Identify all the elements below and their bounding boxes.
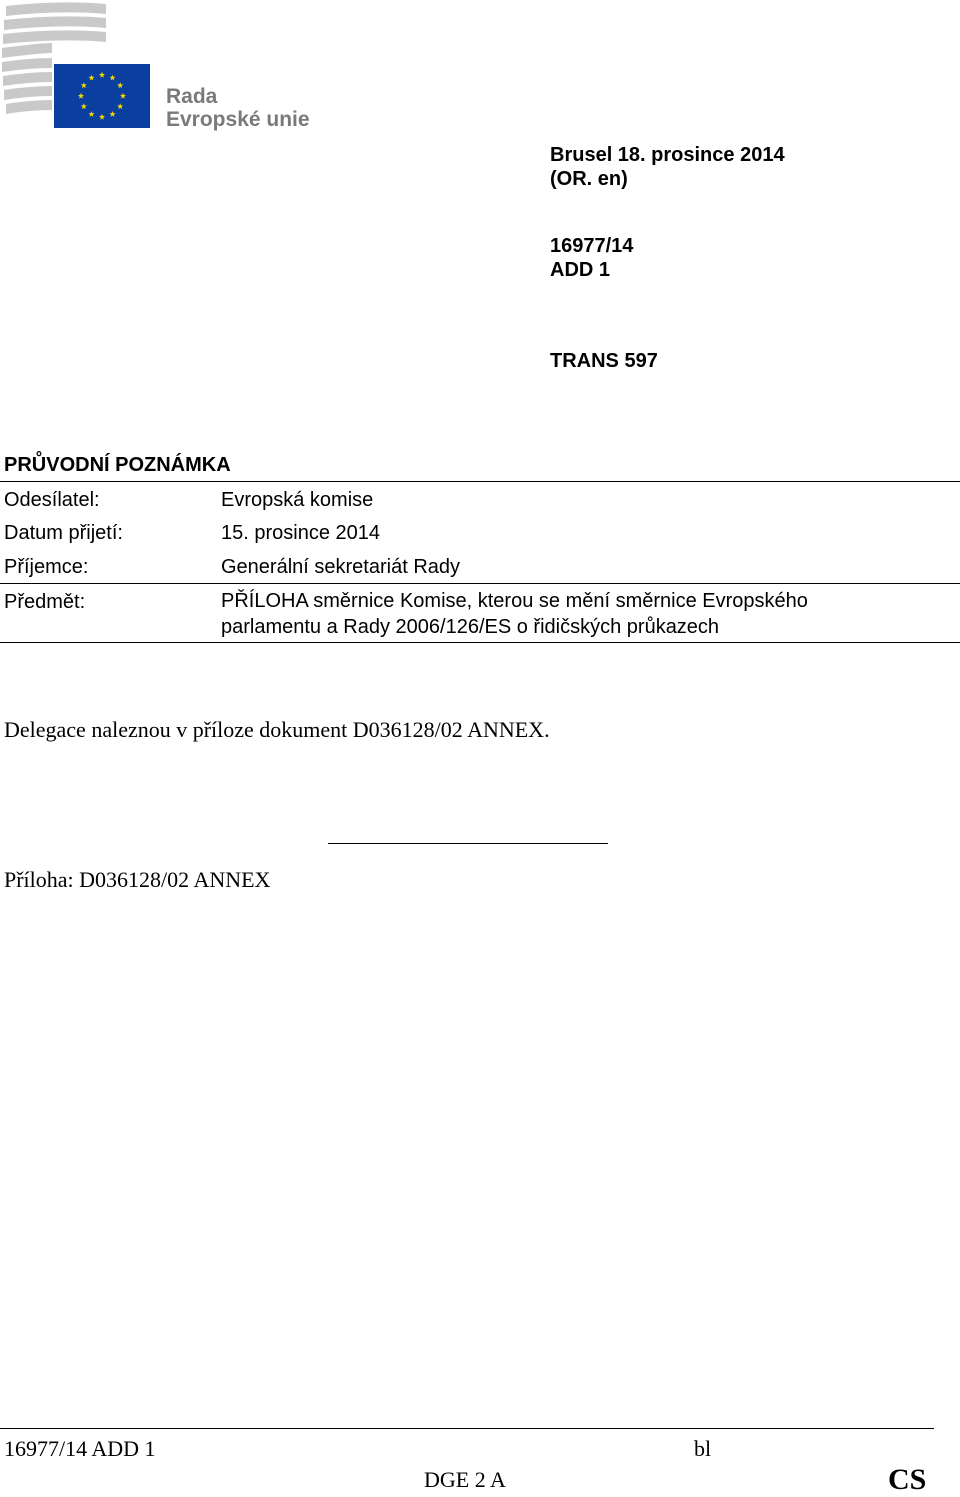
subject-value: PŘÍLOHA směrnice Komise, kterou se mění směrnice Evropského parlamentu a Rady 2006/126/ES o řidičských průkazech bbox=[221, 590, 808, 638]
footer-ref: 16977/14 ADD 1 bbox=[4, 1436, 156, 1461]
document-number: 16977/14 bbox=[550, 235, 634, 257]
council-logo bbox=[0, 0, 160, 135]
footer-department: DGE 2 A bbox=[424, 1467, 506, 1492]
footer-language: CS bbox=[888, 1463, 927, 1496]
table-rule-top bbox=[0, 481, 960, 482]
date-received-value: 15. prosince 2014 bbox=[221, 522, 381, 544]
table-rule-mid bbox=[0, 583, 960, 584]
addendum-number: ADD 1 bbox=[550, 259, 611, 281]
trans-code: TRANS 597 bbox=[550, 350, 658, 372]
original-language: (OR. en) bbox=[550, 168, 628, 190]
table-rule-bottom bbox=[0, 642, 960, 643]
annex-text: Příloha: D036128/02 ANNEX bbox=[4, 867, 271, 892]
sender-value: Evropská komise bbox=[221, 489, 374, 511]
footer-initials: bl bbox=[694, 1436, 712, 1461]
place-date: Brusel 18. prosince 2014 bbox=[550, 144, 785, 166]
org-name-line1: Rada bbox=[166, 85, 218, 108]
org-name-line2: Evropské unie bbox=[166, 108, 310, 131]
separator-line bbox=[328, 843, 608, 844]
date-received-label: Datum přijetí: bbox=[4, 522, 123, 544]
recipient-value: Generální sekretariát Rady bbox=[221, 556, 461, 578]
note-title: PRŮVODNÍ POZNÁMKA bbox=[4, 454, 231, 476]
recipient-label: Příjemce: bbox=[4, 556, 89, 578]
sender-label: Odesílatel: bbox=[4, 489, 100, 511]
footer-rule bbox=[0, 1428, 934, 1429]
subject-label: Předmět: bbox=[4, 591, 86, 613]
delegations-text: Delegace naleznou v příloze dokument D036128/02 ANNEX. bbox=[4, 717, 550, 742]
